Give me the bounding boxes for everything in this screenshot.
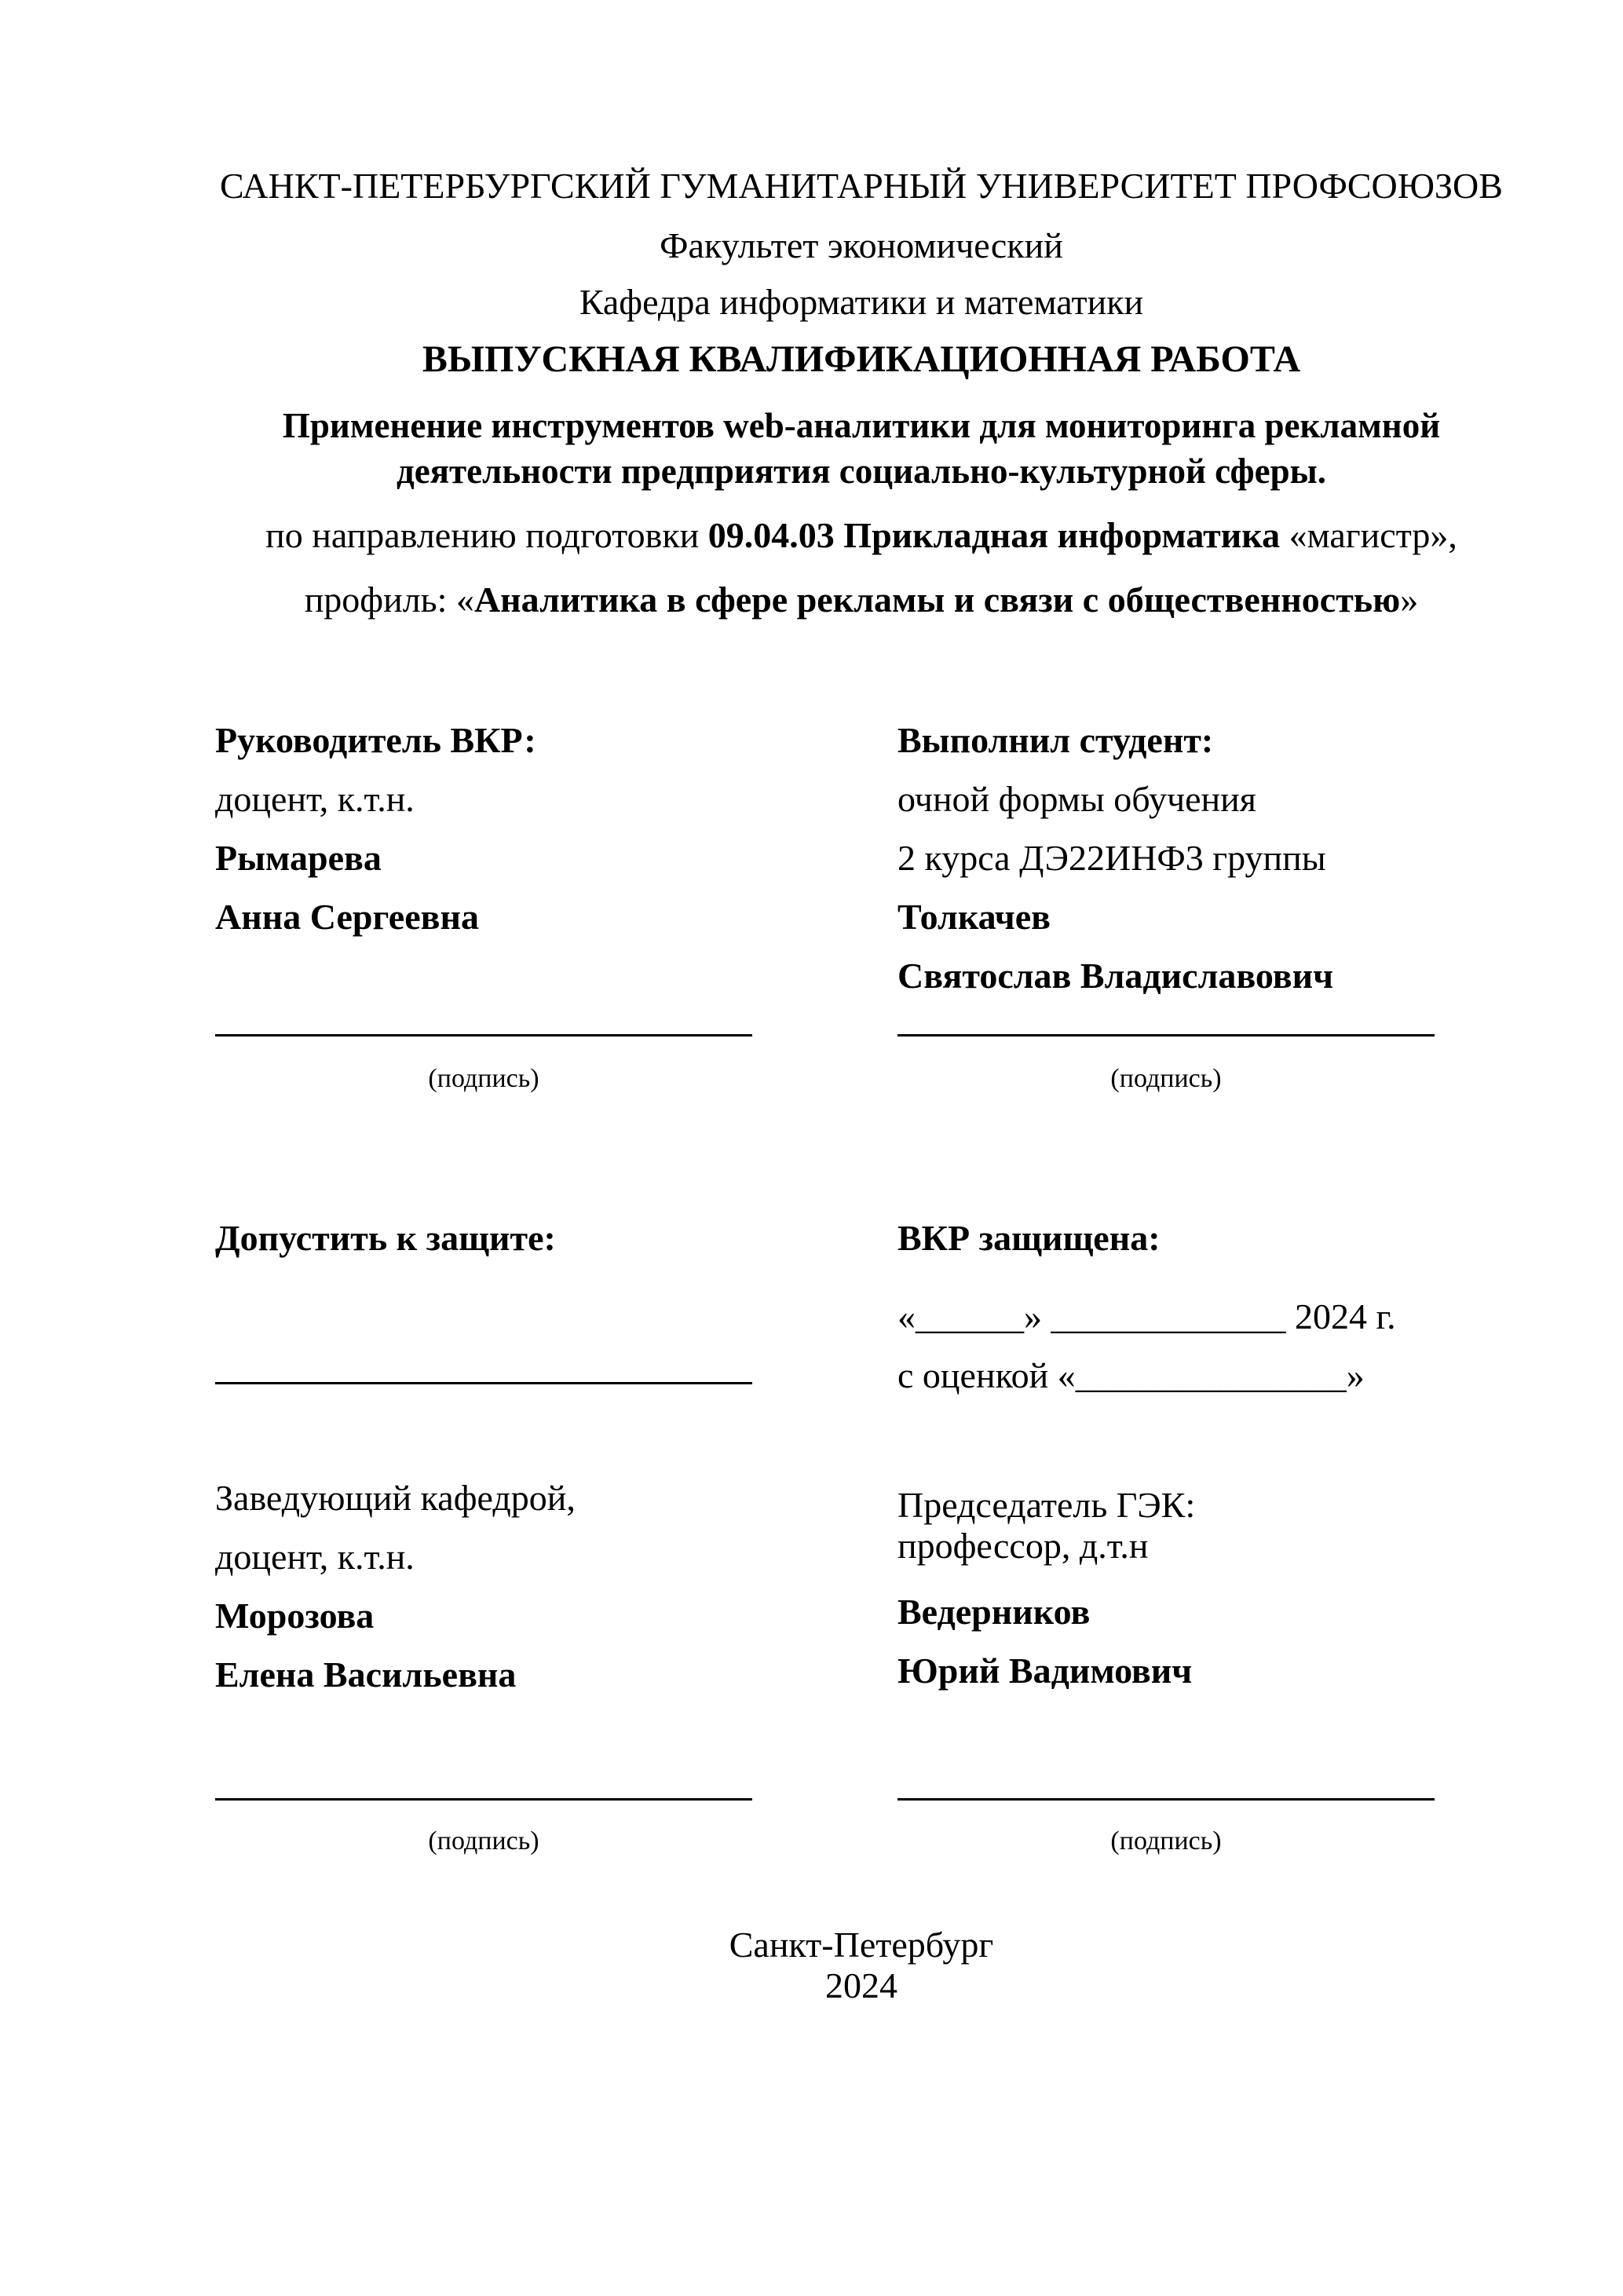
- signatories-block-1: [215, 711, 1508, 1095]
- supervisor-signature-caption: (подпись): [428, 1064, 539, 1093]
- chairman-name: Юрий Вадимович: [897, 1651, 1193, 1691]
- student-block: [897, 711, 1508, 1095]
- student-name: Святослав Владиславович: [897, 956, 1334, 996]
- gec-chairman-block: [897, 1468, 1508, 1877]
- admission-title: Допустить к защите:: [215, 1218, 556, 1258]
- footer-year: 2024: [825, 1965, 897, 2005]
- admission-block: [215, 1216, 757, 1405]
- chairman-degree: профессор, д.т.н: [897, 1526, 1149, 1566]
- chairman-signature-caption: (подпись): [1110, 1826, 1222, 1855]
- faculty-line: Факультет экономический: [660, 225, 1063, 265]
- direction-code: 09.04.03 Прикладная информатика: [707, 515, 1281, 555]
- student-group: 2 курса ДЭ22ИНФ3 группы: [897, 838, 1326, 878]
- signatories-block-2: [215, 1468, 1508, 1877]
- profile-suffix: »: [1400, 579, 1419, 620]
- thesis-title: Применение инструментов web-аналитики для мониторинга рекламной деятельности предприятия социально-культурной сферы.: [282, 406, 1441, 491]
- student-title: Выполнил студент:: [897, 720, 1214, 760]
- footer: [215, 1925, 1508, 2006]
- direction-prefix: по направлению подготовки: [265, 515, 708, 555]
- page-content: [215, 0, 1508, 2006]
- footer-city: Санкт-Петербург: [729, 1925, 994, 1965]
- student-surname: Толкачев: [897, 897, 1051, 937]
- supervisor-signature-line: [215, 1034, 752, 1036]
- student-signature-caption: (подпись): [1110, 1064, 1222, 1093]
- profile-line: [215, 578, 1508, 622]
- head-surname: Морозова: [215, 1596, 375, 1636]
- chairman-position: Председатель ГЭК:: [897, 1485, 1196, 1525]
- work-type-heading: ВЫПУСКНАЯ КВАЛИФИКАЦИОННАЯ РАБОТА: [422, 338, 1301, 380]
- admission-signature-line: [215, 1382, 752, 1384]
- head-signature-caption: (подпись): [428, 1826, 539, 1855]
- head-of-department-block: [215, 1468, 757, 1877]
- student-form: очной формы обучения: [897, 779, 1256, 819]
- supervisor-surname: Рымарева: [215, 838, 382, 878]
- chairman-signature-line: [897, 1798, 1435, 1801]
- student-signature-line: [897, 1034, 1435, 1036]
- defense-grade-line: с оценкой «_______________»: [897, 1355, 1365, 1395]
- head-name: Елена Васильевна: [215, 1654, 517, 1695]
- head-degree: доцент, к.т.н.: [215, 1537, 415, 1577]
- head-position: Заведующий кафедрой,: [215, 1478, 576, 1518]
- supervisor-degree: доцент, к.т.н.: [215, 779, 415, 819]
- direction-line: [215, 514, 1508, 558]
- profile-name: Аналитика в сфере рекламы и связи с общественностью: [473, 579, 1401, 620]
- chairman-surname: Ведерников: [897, 1592, 1091, 1632]
- defense-block: [897, 1216, 1508, 1405]
- document-header: [215, 164, 1508, 622]
- defense-title: ВКР защищена:: [897, 1218, 1161, 1258]
- supervisor-name: Анна Сергеевна: [215, 897, 479, 937]
- defense-status-block: [215, 1216, 1508, 1405]
- profile-prefix: профиль: «: [304, 579, 474, 620]
- supervisor-block: [215, 711, 757, 1095]
- defense-date-line: «______» _____________ 2024 г.: [897, 1296, 1396, 1336]
- direction-suffix: «магистр»,: [1280, 515, 1457, 555]
- head-signature-line: [215, 1798, 752, 1801]
- department-line: Кафедра информатики и математики: [579, 282, 1144, 322]
- university-name: САНКТ-ПЕТЕРБУРГСКИЙ ГУМАНИТАРНЫЙ УНИВЕРСИТЕТ ПРОФСОЮЗОВ: [220, 166, 1503, 206]
- supervisor-title: Руководитель ВКР:: [215, 720, 536, 760]
